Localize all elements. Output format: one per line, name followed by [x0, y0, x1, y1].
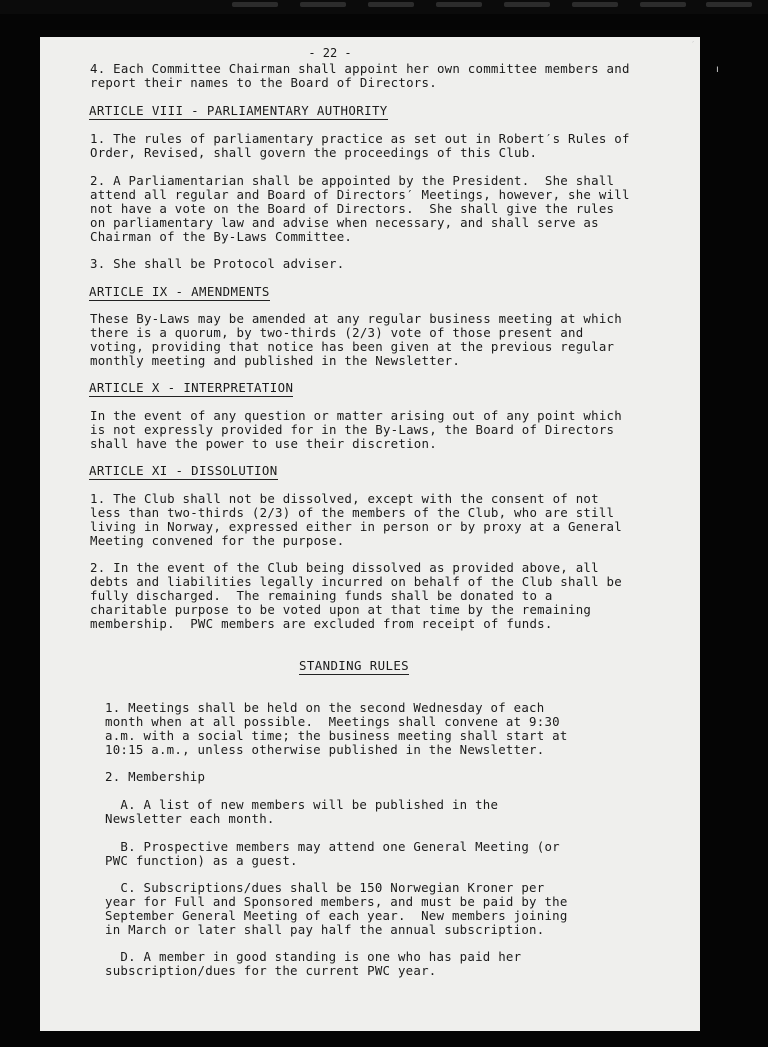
paragraph-line: living in Norway, expressed either in person or by proxy at a General [90, 518, 622, 534]
paragraph-line: there is a quorum, by two-thirds (2/3) vote of those present and [90, 324, 584, 340]
paragraph-line: 2. In the event of the Club being dissolved as provided above, all [90, 560, 599, 575]
section-heading-text: ARTICLE VIII - PARLIAMENTARY AUTHORITY [89, 103, 388, 118]
paragraph-line: D. A member in good standing is one who has paid her [105, 949, 522, 964]
paragraph-line: Newsletter each month. [105, 810, 275, 826]
paragraph-line: on parliamentary law and advise when necessary, and shall serve as [90, 214, 599, 230]
page-number: - 22 - [308, 46, 352, 60]
paragraph-line: shall have the power to use their discretion. [90, 435, 437, 451]
paragraph-line: in March or later shall pay half the annual subscription. [105, 921, 545, 937]
paragraph-line: 3. She shall be Protocol adviser. [90, 256, 345, 271]
paragraph [105, 840, 560, 868]
section-heading [89, 285, 270, 299]
paragraph [90, 492, 622, 548]
paragraph-line: is not expressly provided for in the By-Laws, the Board of Directors [90, 421, 615, 437]
paragraph [105, 798, 498, 826]
paragraph [90, 132, 630, 160]
paragraph-line: C. Subscriptions/dues shall be 150 Norwegian Kroner per [105, 880, 545, 895]
paragraph-line: voting, providing that notice has been given at the previous regular [90, 338, 615, 354]
paragraph-line: membership. PWC members are excluded from receipt of funds. [90, 615, 553, 631]
paragraph [105, 701, 568, 757]
paragraph-line: year for Full and Sponsored members, and must be paid by the [105, 893, 568, 909]
paragraph-line: subscription/dues for the current PWC year. [105, 962, 437, 978]
paragraph [90, 312, 622, 368]
section-heading-text: ARTICLE XI - DISSOLUTION [89, 463, 278, 478]
paragraph [90, 561, 622, 631]
paragraph-line: 2. A Parliamentarian shall be appointed by the President. She shall [90, 173, 615, 188]
paragraph-line: not have a vote on the Board of Directors. She shall give the rules [90, 200, 615, 216]
paragraph-line: 4. Each Committee Chairman shall appoint her own committee members and [90, 61, 630, 76]
section-heading [299, 659, 409, 673]
section-heading-text: ARTICLE X - INTERPRETATION [89, 380, 294, 395]
paragraph-line: charitable purpose to be voted upon at that time by the remaining [90, 601, 592, 617]
scan-top-strip [0, 0, 768, 14]
paragraph [105, 881, 568, 937]
margin-mark: ′ [692, 40, 695, 51]
paragraph [105, 950, 521, 978]
paragraph-line: PWC function) as a guest. [105, 852, 298, 868]
section-heading-text: STANDING RULES [299, 658, 410, 673]
paragraph-line: debts and liabilities legally incurred on behalf of the Club shall be [90, 573, 622, 589]
paragraph-line: a.m. with a social time; the business meeting shall start at [105, 727, 568, 743]
paragraph-line: These By-Laws may be amended at any regular business meeting at which [90, 311, 622, 326]
paragraph-line: monthly meeting and published in the Newsletter. [90, 352, 461, 368]
paragraph-line: month when at all possible. Meetings shall convene at 9:30 [105, 713, 560, 729]
paragraph-line: report their names to the Board of Directors. [90, 74, 437, 90]
paragraph-line: 1. Meetings shall be held on the second Wednesday of each [105, 700, 545, 715]
paragraph [90, 62, 630, 90]
paragraph-line: B. Prospective members may attend one General Meeting (or [105, 839, 560, 854]
paragraph-line: fully discharged. The remaining funds shall be donated to a [90, 587, 553, 603]
paragraph [90, 174, 630, 244]
paragraph-line: 1. The rules of parliamentary practice as set out in Robert′s Rules of [90, 131, 630, 146]
paragraph-line: In the event of any question or matter arising out of any point which [90, 408, 622, 423]
paragraph-line: A. A list of new members will be published in the [105, 797, 499, 812]
document-page [40, 37, 700, 1031]
paragraph-line: 1. The Club shall not be dissolved, except with the consent of not [90, 491, 599, 506]
paragraph [90, 257, 344, 271]
paragraph-line: Chairman of the By-Laws Committee. [90, 228, 353, 244]
paragraph-line: 2. Membership [105, 769, 206, 784]
section-heading [89, 464, 278, 478]
paragraph-line: 10:15 a.m., unless otherwise published in the Newsletter. [105, 741, 545, 757]
paragraph-line: September General Meeting of each year. New members joining [105, 907, 568, 923]
section-heading-text: ARTICLE IX - AMENDMENTS [89, 284, 270, 299]
paragraph [90, 409, 622, 451]
paragraph-line: Order, Revised, shall govern the proceedings of this Club. [90, 144, 538, 160]
paragraph-line: Meeting convened for the purpose. [90, 532, 345, 548]
paragraph-line: less than two-thirds (2/3) of the members of the Club, who are still [90, 504, 615, 520]
section-heading [89, 381, 293, 395]
paragraph [105, 770, 205, 784]
paragraph-line: attend all regular and Board of Directors′ Meetings, however, she will [90, 186, 630, 202]
section-heading [89, 104, 388, 118]
margin-mark: ı [716, 64, 719, 75]
